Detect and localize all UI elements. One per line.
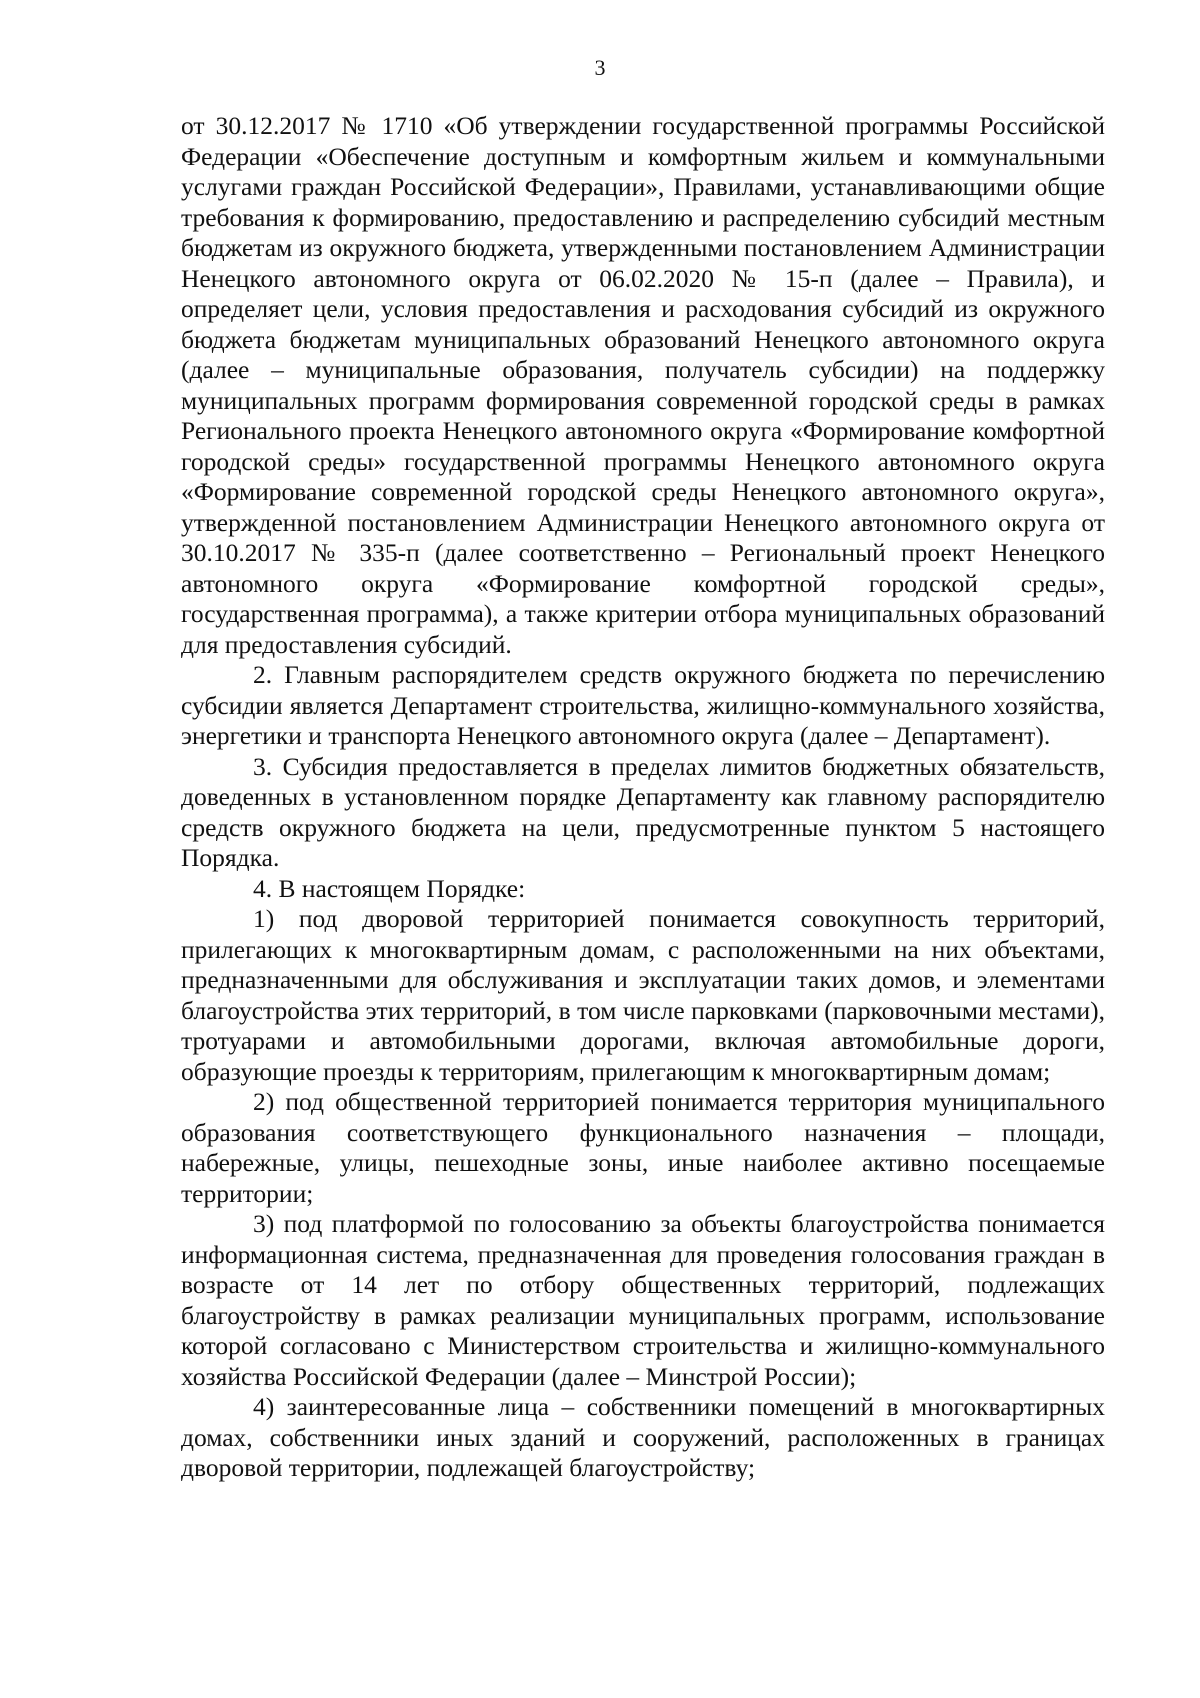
page-number: 3 bbox=[594, 55, 606, 80]
paragraph-item-3: 3. Субсидия предоставляется в пределах лимитов бюджетных обязательств, доведенных в установленном порядке Департаменту как главному распорядителю средств окружного бюджета на цели, предусмотренные пунктом 5 настоящего Порядка. bbox=[181, 751, 1105, 872]
subitem-4: 4) заинтересованные лица – собственники помещений в многоквартирных домах, собственники иных зданий и сооружений, расположенных в границах дворовой территории, подлежащей благоустройству; bbox=[181, 1392, 1105, 1482]
paragraph-item-2: 2. Главным распорядителем средств окружного бюджета по перечислению субсидии является Департамент строительства, жилищно-коммунального хозяйства, энергетики и транспорта Ненецкого автономного округа (далее – Департамент). bbox=[181, 660, 1105, 750]
subitem-2: 2) под общественной территорией понимается территория муниципального образования соответствующего функционального назначения – площади, набережные, улицы, пешеходные зоны, иные наиболее активно посещаемые территории; bbox=[181, 1087, 1105, 1208]
document-body bbox=[181, 111, 1105, 1484]
paragraph-item-4: 4. В настоящем Порядке: bbox=[253, 873, 526, 903]
paragraph-continuation: от 30.12.2017 № 1710 «Об утверждении государственной программы Российской Федерации «Обеспечение доступным и комфортным жильем и коммунальными услугами граждан Российской Федерации», Правилами, устанавливающими общие требования к формированию, предоставлению и распределению субсидий местным бюджетам из окружного бюджета, утвержденными постановлением Администрации Ненецкого автономного округа от 06.02.2020 № 15-п (далее – Правила), и определяет цели, условия предоставления и расходования субсидий из окружного бюджета бюджетам муниципальных образований Ненецкого автономного округа (далее – муниципальные образования, получатель субсидии) на поддержку муниципальных программ формирования современной городской среды в рамках Регионального проекта Ненецкого автономного округа «Формирование комфортной городской среды» государственной программы Ненецкого автономного округа «Формирование современной городской среды Ненецкого автономного округа», утвержденной постановлением Администрации Ненецкого автономного округа от 30.10.2017 № 335-п (далее соответственно – Региональный проект Ненецкого автономного округа «Формирование комфортной городской среды», государственная программа), а также критерии отбора муниципальных образований для предоставления субсидий. bbox=[181, 111, 1105, 659]
subitem-1: 1) под дворовой территорией понимается совокупность территорий, прилегающих к многоквартирным домам, с расположенными на них объектами, предназначенными для обслуживания и эксплуатации таких домов, и элементами благоустройства этих территорий, в том числе парковками (парковочными местами), тротуарами и автомобильными дорогами, включая автомобильные дороги, образующие проезды к территориям, прилегающим к многоквартирным домам; bbox=[181, 904, 1105, 1086]
subitem-3: 3) под платформой по голосованию за объекты благоустройства понимается информационная система, предназначенная для проведения голосования граждан в возрасте от 14 лет по отбору общественных территорий, подлежащих благоустройству в рамках реализации муниципальных программ, использование которой согласовано с Министерством строительства и жилищно-коммунального хозяйства Российской Федерации (далее – Минстрой России); bbox=[181, 1209, 1105, 1391]
